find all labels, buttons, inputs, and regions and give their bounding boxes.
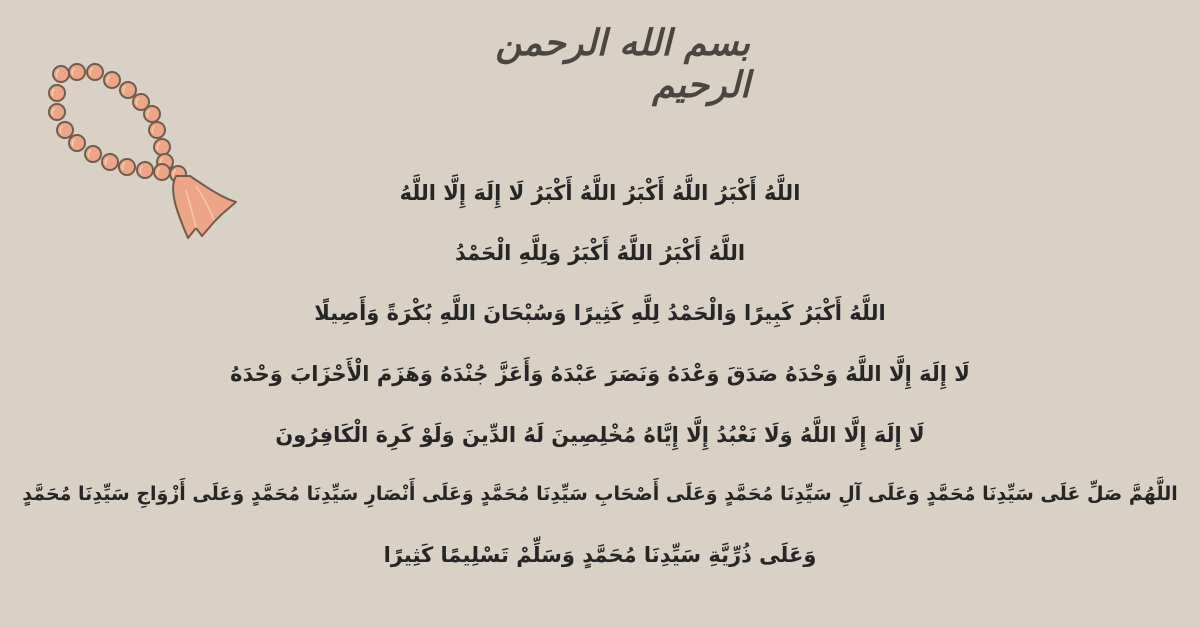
salawat-line-1: اللَّهُمَّ صَلِّ عَلَى سَيِّدِنَا مُحَمَّدٍ وَعَلَى آلِ سَيِّدِنَا مُحَمَّدٍ وَعَلَى أَصْحَابِ سَيِّدِنَا مُحَمَّدٍ وَعَلَى أَنْصَارِ سَيِّدِنَا مُحَمَّدٍ وَعَلَى أَزْوَاجِ سَيِّدِنَا مُحَمَّدٍ xyxy=(22,483,1178,505)
bead xyxy=(49,104,65,120)
takbir-line-3: اللَّهُ أَكْبَرُ كَبِيرًا وَالْحَمْدُ لِلَّهِ كَثِيرًا وَسُبْحَانَ اللَّهِ بُكْرَةً وَأَصِيلًا xyxy=(314,301,886,325)
takbir-line-1: اللَّهُ أَكْبَرُ اللَّهُ أَكْبَرُ اللَّهُ أَكْبَرُ لَا إِلَهَ إِلَّا اللَّهُ xyxy=(399,181,801,205)
takbir-line-5: لَا إِلَهَ إِلَّا اللَّهُ وَلَا نَعْبُدُ إِلَّا إِيَّاهُ مُخْلِصِينَ لَهُ الدِّينَ وَلَوْ كَرِهَ الْكَافِرُونَ xyxy=(275,423,925,447)
bead xyxy=(119,159,135,175)
bead xyxy=(104,72,120,88)
takbir-line-4: لَا إِلَهَ إِلَّا اللَّهُ وَحْدَهُ صَدَقَ وَعْدَهُ وَنَصَرَ عَبْدَهُ وَأَعَزَّ جُنْدَهُ وَهَزَمَ الْأَحْزَابَ وَحْدَهُ xyxy=(230,362,970,386)
basmala-calligraphy: بسم الله الرحمن الرحيم xyxy=(495,22,750,106)
salawat-line-2: وَعَلَى ذُرِّيَّةِ سَيِّدِنَا مُحَمَّدٍ وَسَلِّمْ تَسْلِيمًا كَثِيرًا xyxy=(383,543,817,567)
bead xyxy=(87,64,103,80)
bead xyxy=(149,122,165,138)
bead xyxy=(57,122,73,138)
bead xyxy=(69,135,85,151)
bead xyxy=(53,66,69,82)
bead xyxy=(85,146,101,162)
bead xyxy=(49,85,65,101)
bead xyxy=(144,106,160,122)
takbir-line-2: اللَّهُ أَكْبَرُ اللَّهُ أَكْبَرُ وَلِلَّهِ الْحَمْدُ xyxy=(454,241,746,265)
bead xyxy=(154,139,170,155)
prayer-beads-icon xyxy=(40,55,250,250)
bead xyxy=(120,82,136,98)
bead xyxy=(69,64,85,80)
bead xyxy=(102,154,118,170)
bead xyxy=(137,162,153,178)
